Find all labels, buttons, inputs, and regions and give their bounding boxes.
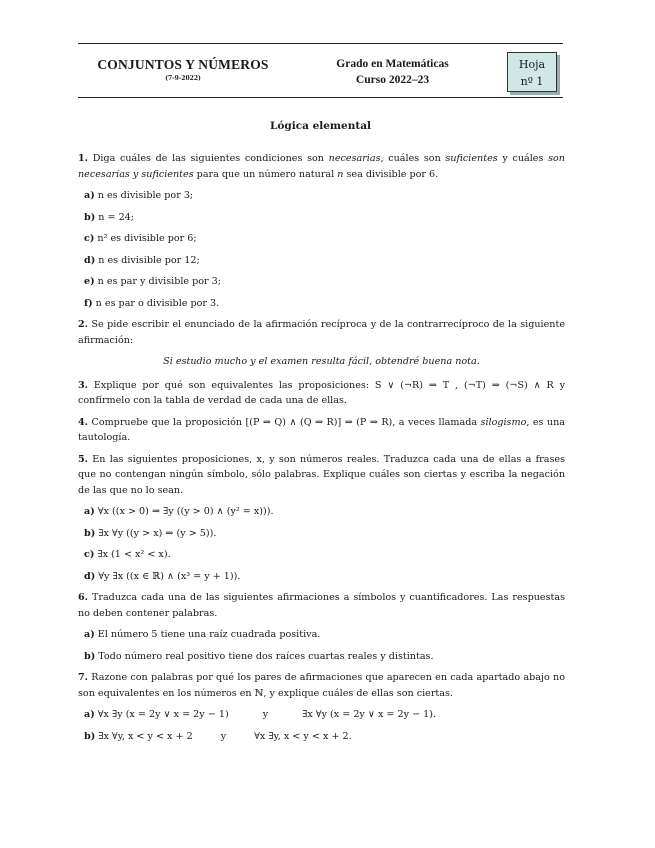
list-item <box>84 296 565 312</box>
question-text: Explique por qué son equivalentes las proposiciones: S ∨ (¬R) ⇒ T , (¬T) ⇒ (¬S) ∧ R y confírmelo con la tabla de verdad de cada una de ellas. <box>78 379 565 406</box>
item-right-statement: ∃x ∀y (x = 2y ∨ x = 2y − 1). <box>302 709 437 720</box>
question-number: 3. <box>78 379 89 391</box>
item-text: ∃x ∀y ((y > x) ⇒ (y > 5)). <box>98 527 217 539</box>
item-label: b) <box>84 211 96 223</box>
list-item <box>84 231 565 247</box>
question-text: En las siguientes proposiciones, x, y son números reales. Traduzca cada una de ellas a frases que no contengan ningún símbolo, sólo palabras. Explique cuáles son ciertas y escriba la negación de las que no lo sean. <box>78 453 565 496</box>
item-label: f) <box>84 297 93 309</box>
list-item <box>84 526 565 542</box>
question-7 <box>78 670 565 701</box>
question-text: sea divisible por 6. <box>343 168 439 180</box>
question-5 <box>78 452 565 499</box>
question-text: Traduzca cada una de las siguientes afirmaciones a símbolos y cuantificadores. Las respuestas no deben contener palabras. <box>78 592 565 619</box>
sheet-title: Lógica elemental <box>270 120 371 132</box>
item-text: n² es divisible por 6; <box>97 233 197 244</box>
item-label: c) <box>84 549 95 560</box>
item-text: n es divisible por 3; <box>97 190 194 201</box>
question-emphasis: necesarias <box>328 153 381 164</box>
question-2 <box>78 317 565 348</box>
item-text: n = 24; <box>98 211 135 223</box>
item-right-statement: ∀x ∃y, x < y < x + 2. <box>254 730 352 742</box>
degree-name: Grado en Matemáticas <box>336 58 449 70</box>
item-text: ∃x (1 < x² < x). <box>97 549 171 560</box>
item-text: n es divisible por 12; <box>98 254 200 266</box>
question-text: , es una tautología. <box>78 416 566 443</box>
question-text: y cuáles <box>497 153 549 164</box>
quoted-statement: Si estudio mucho y el examen resulta fácil, obtendré buena nota. <box>163 356 480 367</box>
item-label: c) <box>84 233 95 244</box>
item-label: d) <box>84 254 96 266</box>
question-number: 2. <box>78 319 89 330</box>
sheet-number: nº 1 <box>520 75 544 88</box>
question-3 <box>78 378 565 409</box>
question-number: 5. <box>78 453 89 465</box>
top-rule <box>78 43 563 44</box>
question-text: , cuáles son <box>380 153 446 164</box>
list-item <box>84 627 565 643</box>
question-6 <box>78 590 565 621</box>
item-text: ∀x ((x > 0) ⇒ ∃y ((y > 0) ∧ (y² = x))). <box>97 506 274 517</box>
item-label: a) <box>84 506 95 517</box>
question-number: 4. <box>78 416 89 428</box>
list-item <box>84 569 565 585</box>
item-conjunction: y <box>220 730 227 742</box>
question-number: 7. <box>78 672 89 683</box>
question-text: Razone con palabras por qué los pares de afirmaciones que aparecen en cada apartado abajo no son equivalentes en los números en ℕ, y explique cuáles de ellas son ciertas. <box>78 672 565 699</box>
question-number: 6. <box>78 592 89 603</box>
degree-block <box>305 56 480 88</box>
question-emphasis: suficientes <box>445 153 498 164</box>
list-item <box>84 253 565 269</box>
header-bottom-rule <box>78 97 563 98</box>
question-5-items <box>78 504 565 584</box>
item-conjunction: y <box>262 709 269 720</box>
question-1-items <box>78 188 565 311</box>
item-text: Todo número real positivo tiene dos raíces cuartas reales y distintas. <box>98 650 434 662</box>
item-label: a) <box>84 629 95 640</box>
item-text: El número 5 tiene una raíz cuadrada positiva. <box>97 629 321 640</box>
question-emphasis: son necesarias y suficientes <box>78 153 565 180</box>
list-item <box>84 504 565 520</box>
item-left-statement: ∃x ∀y, x < y < x + 2 <box>98 730 193 742</box>
item-label: b) <box>84 650 96 662</box>
course-date: (7-9-2022) <box>165 75 201 82</box>
list-item <box>84 547 565 563</box>
item-label: b) <box>84 730 96 742</box>
question-emphasis: silogismo <box>480 416 527 428</box>
item-text: n es par y divisible por 3; <box>97 276 222 287</box>
question-text: Se pide escribir el enunciado de la afirmación recíproca y de la contrarrecíproco de la siguiente afirmación: <box>78 319 565 346</box>
sheet-badge <box>507 52 557 92</box>
item-label: b) <box>84 527 96 539</box>
sheet-label: Hoja <box>518 58 546 71</box>
question-6-items <box>78 627 565 664</box>
question-text: Compruebe que la proposición [(P ⇒ Q) ∧ (Q ⇒ R)] ⇒ (P ⇒ R), a veces llamada <box>88 416 481 428</box>
question-1 <box>78 151 565 182</box>
list-item <box>84 274 565 290</box>
list-item <box>84 210 565 226</box>
course-title: CONJUNTOS Y NÚMEROS <box>97 57 269 72</box>
item-label: e) <box>84 276 95 287</box>
question-4 <box>78 415 565 446</box>
item-left-statement: ∀x ∃y (x = 2y ∨ x = 2y − 1) <box>97 709 229 720</box>
academic-year: Curso 2022–23 <box>355 74 430 86</box>
list-item <box>84 707 565 723</box>
item-text: ∀y ∃x ((x ∈ ℝ) ∧ (x³ = y + 1)). <box>98 570 241 582</box>
question-number: 1. <box>78 153 89 164</box>
question-text: Diga cuáles de las siguientes condiciones son <box>88 153 329 164</box>
exercise-list <box>78 151 565 750</box>
question-emphasis: n <box>337 168 344 180</box>
item-label: d) <box>84 570 96 582</box>
item-label: a) <box>84 709 95 720</box>
question-text: para que un número natural <box>193 168 338 180</box>
course-block <box>78 57 288 82</box>
list-item <box>84 649 565 665</box>
item-label: a) <box>84 190 95 201</box>
list-item <box>84 729 565 745</box>
list-item <box>84 188 565 204</box>
question-7-items <box>78 707 565 744</box>
item-text: n es par o divisible por 3. <box>95 297 220 309</box>
